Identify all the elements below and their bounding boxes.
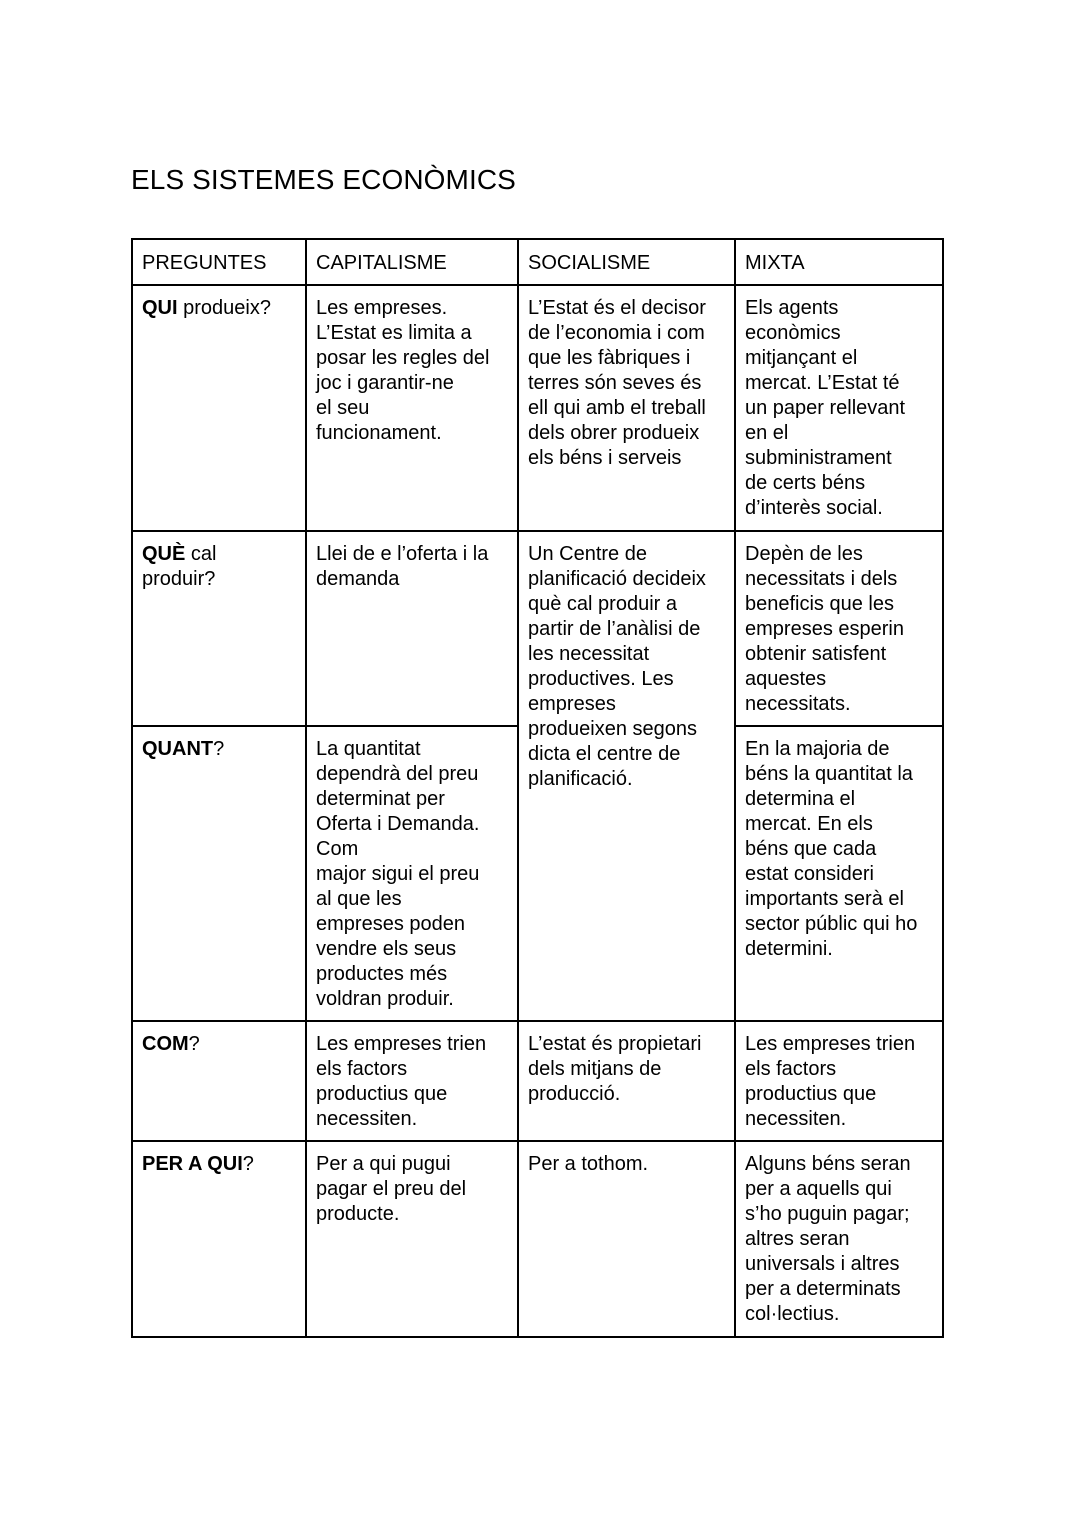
- question-cell: [132, 1021, 306, 1141]
- capitalisme-cell: [306, 285, 518, 531]
- socialisme-cell-merged: [518, 531, 735, 1021]
- capitalisme-text: Llei de e l’oferta i la demanda: [316, 543, 489, 590]
- mixta-cell: [735, 1141, 943, 1337]
- capitalisme-text: La quantitat dependrà del preu determinat per Oferta i Demanda. Com major sigui el preu al que les empreses poden vendre els seus productes més voldran produir.: [316, 738, 480, 1010]
- question-cell: [132, 726, 306, 1021]
- socialisme-text: L’Estat és el decisor de l’economia i com que les fàbriques i terres són seves és ell qui amb el treball dels obrer produeix els béns i serveis: [528, 297, 706, 469]
- mixta-text: Els agents econòmics mitjançant el mercat. L’Estat té un paper rellevant en el subministrament de certs béns d’interès social.: [745, 297, 906, 519]
- socialisme-text: L’estat és propietari dels mitjans de producció.: [528, 1033, 702, 1105]
- economic-systems-table: [131, 238, 944, 1338]
- table-row-per-a-qui: [132, 1141, 943, 1337]
- question-keyword: QUANT: [142, 738, 214, 760]
- question-keyword: PER A QUI: [142, 1153, 243, 1175]
- mixta-cell: [735, 1021, 943, 1141]
- mixta-cell: [735, 285, 943, 531]
- question-cell: [132, 531, 306, 726]
- question-cell: [132, 1141, 306, 1337]
- question-cell: [132, 285, 306, 531]
- capitalisme-cell: [306, 1141, 518, 1337]
- socialisme-cell: [518, 1141, 735, 1337]
- document-title: ELS SISTEMES ECONÒMICS: [131, 164, 516, 195]
- socialisme-cell: [518, 1021, 735, 1141]
- table-row-com: [132, 1021, 943, 1141]
- mixta-cell: [735, 726, 943, 1021]
- socialisme-text: Per a tothom.: [528, 1153, 649, 1175]
- question-rest: ?: [188, 1033, 200, 1055]
- mixta-text: Alguns béns seran per a aquells qui s’ho puguin pagar; altres seran universals i altres per a determinats col·lectius.: [745, 1153, 911, 1325]
- mixta-text: En la majoria de béns la quantitat la determina el mercat. En els béns que cada estat consideri importants serà el sector públic qui ho determini.: [745, 738, 918, 960]
- capitalisme-cell: [306, 531, 518, 726]
- capitalisme-cell: [306, 1021, 518, 1141]
- socialisme-cell: [518, 285, 735, 531]
- table-row-qui: [132, 285, 943, 531]
- capitalisme-cell: [306, 726, 518, 1021]
- mixta-text: Les empreses trien els factors productius que necessiten.: [745, 1033, 916, 1130]
- socialisme-text: Un Centre de planificació decideix què cal produir a partir de l’anàlisi de les necessitat productives. Les empreses produeixen segons dicta el centre de planificació.: [528, 543, 706, 790]
- question-rest: ?: [213, 738, 225, 760]
- header-mixta: MIXTA: [735, 239, 943, 285]
- capitalisme-text: Les empreses trien els factors productius que necessiten.: [316, 1033, 487, 1130]
- capitalisme-text: Les empreses. L’Estat es limita a posar les regles del joc i garantir-ne el seu funcionament.: [316, 297, 490, 444]
- header-capitalisme: CAPITALISME: [306, 239, 518, 285]
- header-preguntes: PREGUNTES: [132, 239, 306, 285]
- header-row: [132, 239, 943, 285]
- question-rest: ?: [242, 1153, 254, 1175]
- table-row-que: [132, 531, 943, 726]
- question-keyword: COM: [142, 1033, 189, 1055]
- question-keyword: QUI: [142, 297, 178, 319]
- question-rest: cal produir?: [142, 543, 217, 590]
- mixta-text: Depèn de les necessitats i dels beneficis que les empreses esperin obtenir satisfent aquestes necessitats.: [745, 543, 904, 715]
- question-rest: produeix?: [177, 297, 271, 319]
- header-socialisme: SOCIALISME: [518, 239, 735, 285]
- mixta-cell: [735, 531, 943, 726]
- capitalisme-text: Per a qui pugui pagar el preu del producte.: [316, 1153, 467, 1225]
- question-keyword: QUÈ: [142, 543, 186, 565]
